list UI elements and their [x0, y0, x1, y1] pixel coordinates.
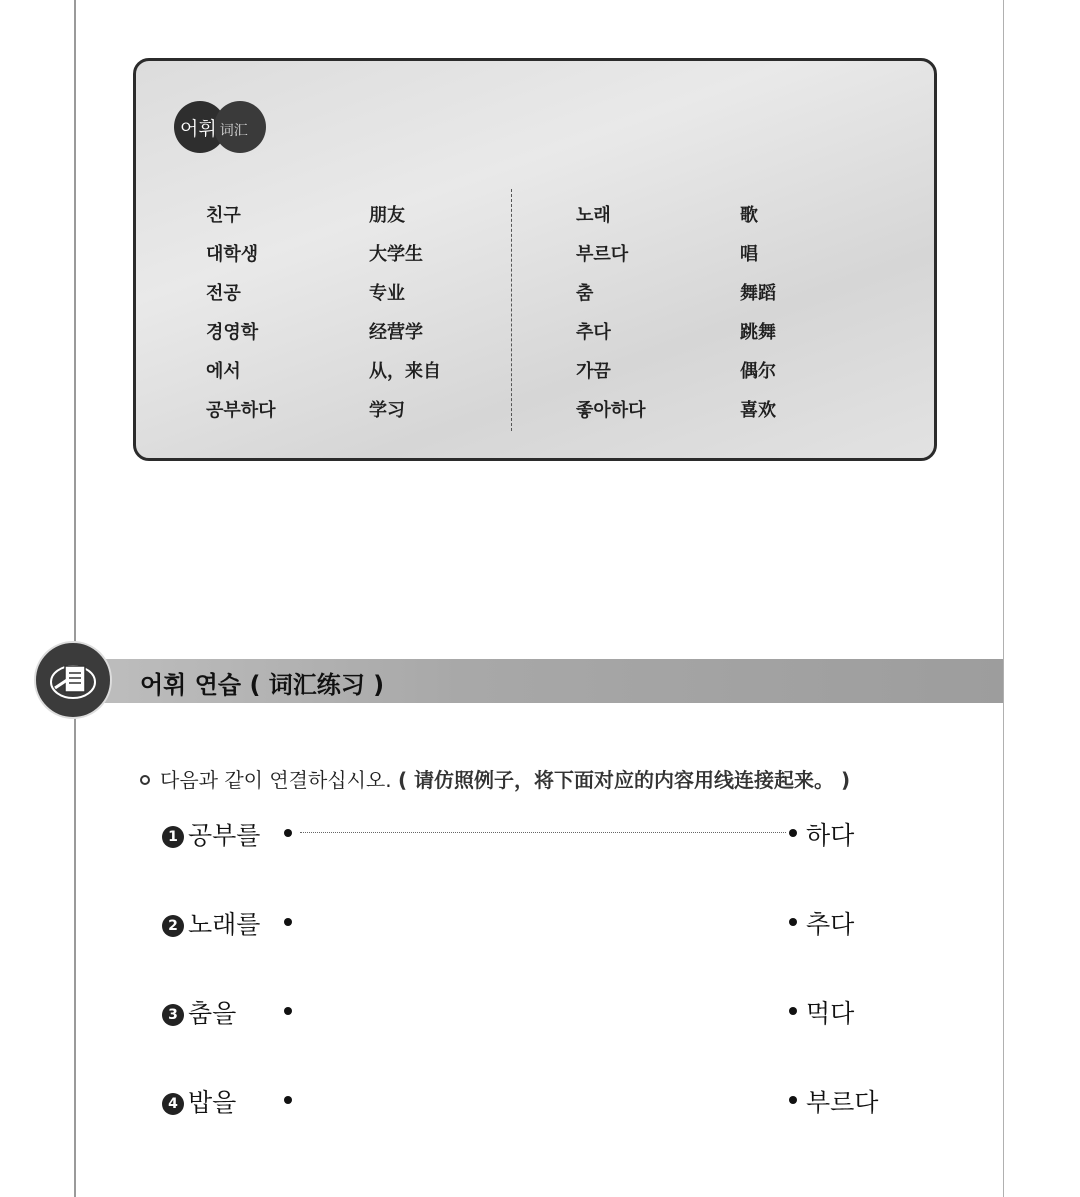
match-left-item-2: [162, 905, 260, 941]
vocabulary-badge-cn: 词汇: [219, 123, 248, 139]
match-right-dot-2[interactable]: [789, 918, 797, 926]
vocab-left-cn-6: 学习: [369, 400, 405, 421]
vocab-right-cn-1: 歌: [740, 205, 758, 226]
example-connection-line: [300, 832, 786, 833]
exercise-instruction: [140, 764, 850, 793]
vocabulary-divider: [511, 189, 512, 431]
number-badge: 4: [162, 1093, 184, 1115]
vocab-right-cn-5: 偶尔: [740, 361, 776, 382]
match-right-dot-3[interactable]: [789, 1007, 797, 1015]
vocab-left-cn-3: 专业: [369, 283, 405, 304]
vocab-right-ko-1: 노래: [576, 205, 611, 226]
vocab-right-cn-6: 喜欢: [740, 400, 776, 421]
match-right-item-3: 먹다: [806, 999, 855, 1028]
match-left-dot-4[interactable]: [284, 1096, 292, 1104]
vocabulary-box: [133, 58, 937, 461]
page-margin-line-left: [74, 0, 76, 1197]
match-left-item-4: [162, 1083, 236, 1119]
match-left-text-4: 밥을: [188, 1088, 237, 1117]
vocab-right-ko-6: 좋아하다: [576, 400, 646, 421]
match-left-text-1: 공부를: [188, 821, 261, 850]
instruction-ko: 다음과 같이 연결하십시오.: [160, 768, 392, 792]
match-left-dot-3[interactable]: [284, 1007, 292, 1015]
page-margin-line-right: [1003, 0, 1004, 1197]
match-right-item-4: 부르다: [806, 1088, 879, 1117]
notebook-pencil-icon: [34, 641, 112, 719]
vocab-right-ko-3: 춤: [576, 283, 594, 304]
match-left-item-3: [162, 994, 236, 1030]
vocab-right-cn-4: 跳舞: [740, 322, 776, 343]
vocab-right-ko-4: 추다: [576, 322, 611, 343]
vocab-left-ko-2: 대학생: [206, 244, 259, 265]
bullet-circle-icon: [140, 775, 150, 785]
vocab-right-ko-5: 가끔: [576, 361, 611, 382]
vocab-right-cn-2: 唱: [740, 244, 758, 265]
vocab-left-cn-1: 朋友: [369, 205, 405, 226]
match-left-item-1: [162, 816, 260, 852]
match-right-dot-4[interactable]: [789, 1096, 797, 1104]
number-badge: 1: [162, 826, 184, 848]
vocab-right-cn-3: 舞蹈: [740, 283, 776, 304]
number-badge: 3: [162, 1004, 184, 1026]
vocab-left-cn-5: 从，来自: [369, 361, 441, 382]
vocab-left-ko-1: 친구: [206, 205, 241, 226]
match-right-item-1: 하다: [806, 821, 855, 850]
vocab-left-ko-4: 경영학: [206, 322, 259, 343]
number-badge: 2: [162, 915, 184, 937]
vocab-left-cn-2: 大学生: [369, 244, 423, 265]
match-left-dot-1[interactable]: [284, 829, 292, 837]
vocabulary-badge-ko: 어휘: [180, 118, 217, 140]
match-left-dot-2[interactable]: [284, 918, 292, 926]
vocab-left-ko-6: 공부하다: [206, 400, 276, 421]
match-right-dot-1[interactable]: [789, 829, 797, 837]
match-left-text-2: 노래를: [188, 910, 261, 939]
section-title: 어휘 연습 ( 词汇练习 ): [140, 671, 385, 699]
vocab-left-cn-4: 经营学: [369, 322, 423, 343]
vocab-left-ko-3: 전공: [206, 283, 241, 304]
match-right-item-2: 추다: [806, 910, 855, 939]
match-left-text-3: 춤을: [188, 999, 237, 1028]
vocab-right-ko-2: 부르다: [576, 244, 629, 265]
vocab-left-ko-5: 에서: [206, 361, 241, 382]
instruction-cn: ( 请仿照例子，将下面对应的内容用线连接起来。 ): [397, 768, 851, 792]
